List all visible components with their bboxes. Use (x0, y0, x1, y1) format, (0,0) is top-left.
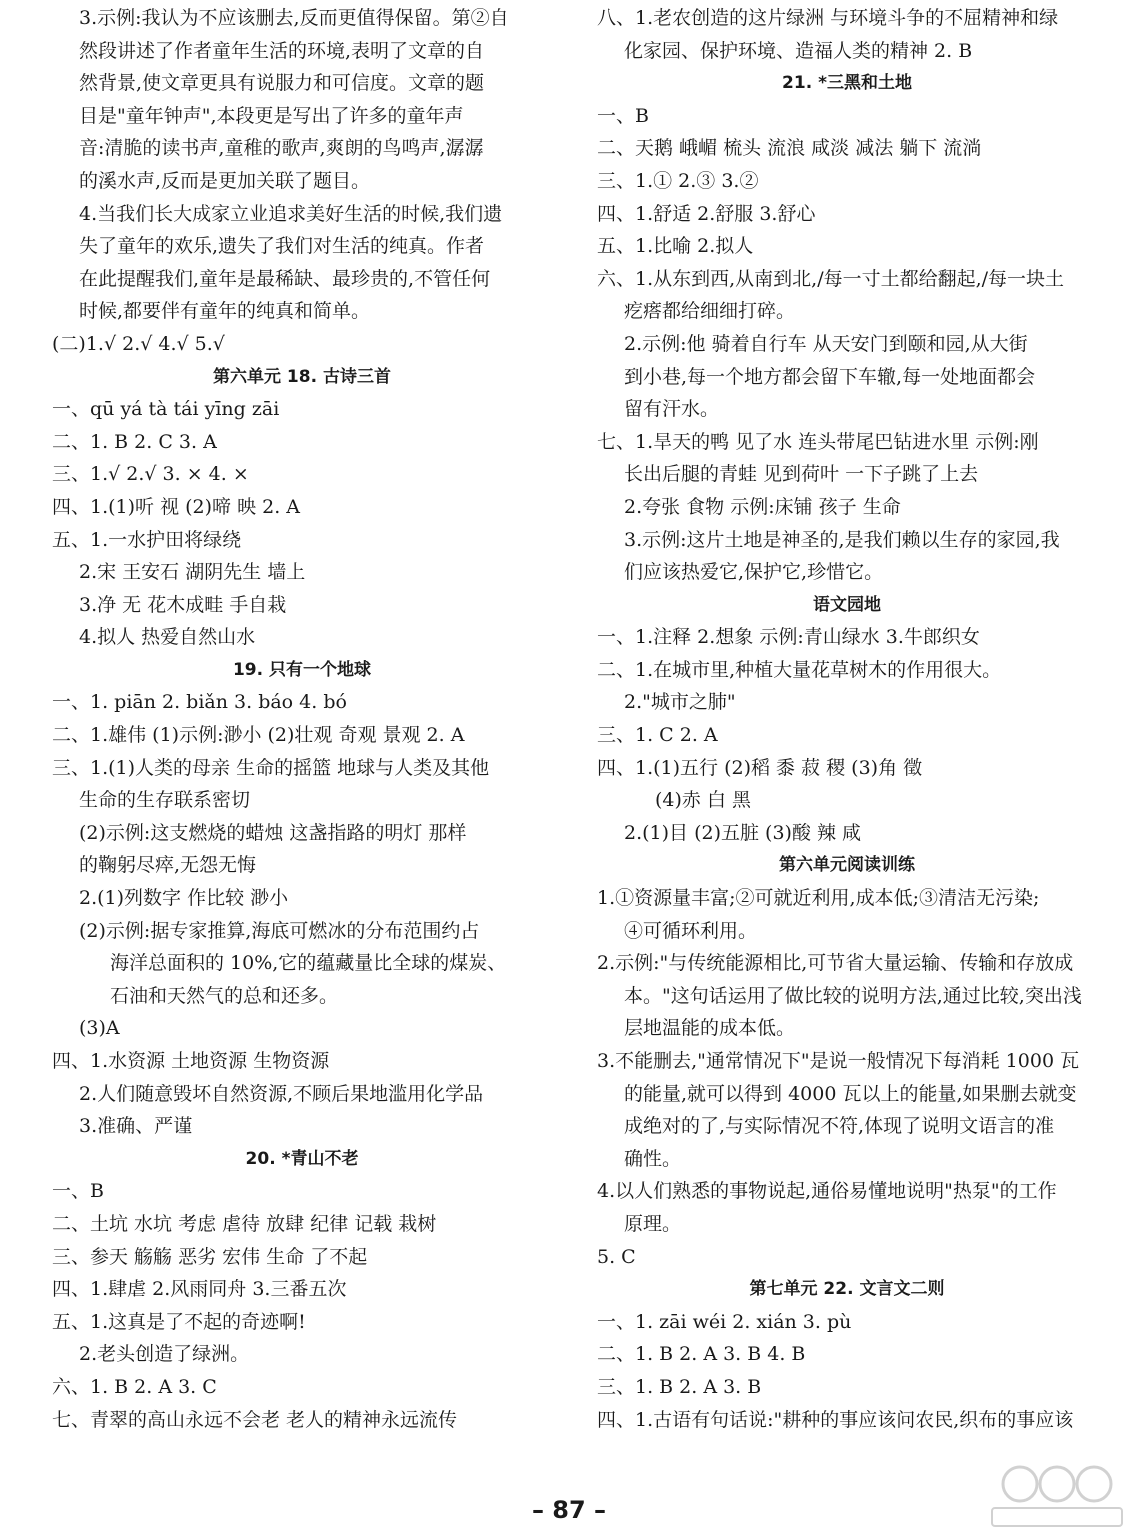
answer-line: 三、1. C 2. A (597, 724, 718, 747)
answer-line: 的溪水声,反而是更加关联了题目。 (79, 169, 371, 192)
answer-line: 四、1.(1)听 视 (2)啼 映 2. A (52, 495, 301, 518)
answer-line: 七、1.旱天的鸭 见了水 连头带尾巴钻进水里 示例:刚 (597, 430, 1039, 453)
section-heading: 20. *青山不老 (245, 1148, 359, 1169)
answer-line: 然段讲述了作者童年生活的环境,表明了文章的自 (79, 39, 485, 62)
answer-line: 2.示例:"与传统能源相比,可节省大量运输、传输和存放成 (597, 952, 1074, 975)
answer-line: 三、1.① 2.③ 3.② (597, 169, 759, 192)
answer-line: 三、1. B 2. A 3. B (597, 1375, 762, 1398)
answer-line: 三、1.(1)人类的母亲 生命的摇篮 地球与人类及其他 (52, 756, 490, 779)
left-answer-column (52, 2, 552, 1436)
page-number: – 87 – (531, 1496, 607, 1524)
answer-line: 生命的生存联系密切 (79, 789, 251, 812)
answer-line: 一、B (597, 104, 649, 127)
answer-line: 一、1. zāi wéi 2. xián 3. pù (597, 1310, 852, 1333)
answer-line: 五、1.比喻 2.拟人 (597, 235, 754, 258)
answer-line: 七、青翠的高山永远不会老 老人的精神永远流传 (52, 1408, 458, 1431)
answer-line: 二、1. B 2. C 3. A (52, 430, 217, 453)
section-heading: 21. *三黑和土地 (782, 73, 912, 94)
answer-line: 八、1.老农创造的这片绿洲 与环境斗争的不屈精神和绿 (597, 7, 1059, 29)
answer-line: 3.不能删去,"通常情况下"是说一般情况下每消耗 1000 瓦 (597, 1050, 1080, 1072)
answer-line: 在此提醒我们,童年是最稀缺、最珍贵的,不管任何 (79, 267, 491, 290)
answer-line: 四、1.肆虐 2.风雨同舟 3.三番五次 (52, 1278, 347, 1301)
answer-line: 四、1.水资源 土地资源 生物资源 (52, 1050, 330, 1072)
answer-line: 确性。 (624, 1147, 682, 1170)
answer-line: 3.净 无 花木成畦 手自栽 (79, 593, 287, 616)
answer-line: 成绝对的了,与实际情况不符,体现了说明文语言的准 (624, 1115, 1055, 1138)
answer-line: 2.示例:他 骑着自行车 从天安门到颐和园,从大街 (624, 332, 1028, 355)
section-heading: 第六单元阅读训练 (779, 855, 915, 876)
answer-line: 三、1.√ 2.√ 3. × 4. × (52, 463, 249, 486)
section-heading: 第六单元 18. 古诗三首 (213, 366, 391, 387)
answer-line: 二、1. B 2. A 3. B 4. B (597, 1343, 806, 1366)
answer-line: 疙瘩都给细细打碎。 (624, 300, 796, 323)
answer-line: 目是"童年钟声",本段更是写出了许多的童年声 (79, 104, 464, 127)
answer-line: 二、天鹅 峨嵋 梳头 流浪 咸淡 减法 躺下 流淌 (597, 137, 982, 160)
answer-line: 二、土坑 水坑 考虑 虐待 放肆 纪律 记载 栽树 (52, 1212, 437, 1235)
answer-line: 1.①资源量丰富;②可就近利用,成本低;③清洁无污染; (597, 887, 1040, 910)
answer-line: (3)A (79, 1017, 120, 1040)
answer-line: 音:清脆的读书声,童稚的歌声,爽朗的鸟鸣声,潺潺 (79, 137, 484, 160)
answer-line: 2.人们随意毁坏自然资源,不顾后果地滥用化学品 (79, 1082, 484, 1105)
answer-line: 六、1. B 2. A 3. C (52, 1375, 217, 1398)
answer-line: 3.示例:这片土地是神圣的,是我们赖以生存的家园,我 (624, 528, 1060, 551)
answer-line: 石油和天然气的总和还多。 (110, 984, 339, 1007)
answer-line: (4)赤 白 黑 (655, 789, 751, 812)
answer-line: 一、1. piān 2. biǎn 3. báo 4. bó (52, 691, 347, 714)
answer-line: 二、1.雄伟 (1)示例:渺小 (2)壮观 奇观 景观 2. A (52, 724, 465, 747)
answer-line: 到小巷,每一个地方都会留下车辙,每一处地面都会 (624, 365, 1036, 388)
answer-line: 然背景,使文章更具有说服力和可信度。文章的题 (79, 72, 485, 95)
answer-line: 四、1.(1)五行 (2)稻 黍 菽 稷 (3)角 徵 (597, 756, 923, 779)
answer-line: (二)1.√ 2.√ 4.√ 5.√ (52, 332, 225, 355)
answer-line: 一、B (52, 1180, 104, 1203)
answer-line: 长出后腿的青蛙 见到荷叶 一下子跳了上去 (624, 463, 979, 486)
answer-line: 2.(1)目 (2)五脏 (3)酸 辣 咸 (624, 821, 862, 844)
answer-line: 2.夸张 食物 示例:床铺 孩子 生命 (624, 495, 901, 518)
answer-line: 四、1.古语有句话说:"耕种的事应该问农民,织布的事应该 (597, 1408, 1074, 1431)
answer-line: (2)示例:这支燃烧的蜡烛 这盏指路的明灯 那样 (79, 821, 467, 844)
answer-line: 时候,都要伴有童年的纯真和简单。 (79, 300, 371, 323)
watermark-logo (982, 1462, 1132, 1532)
answer-line: 2.老头创造了绿洲。 (79, 1343, 250, 1366)
section-heading: 第七单元 22. 文言文二则 (749, 1279, 945, 1300)
answer-line: 4.当我们长大成家立业追求美好生活的时候,我们遗 (79, 202, 503, 225)
answer-line: 三、参天 觞觞 恶劣 宏伟 生命 了不起 (52, 1245, 368, 1268)
answer-line: 们应该热爱它,保护它,珍惜它。 (624, 561, 884, 584)
answer-line: 3.示例:我认为不应该删去,反而更值得保留。第②自 (79, 7, 509, 29)
answer-line: 五、1.一水护田将绿绕 (52, 528, 242, 551)
answer-line: 4.拟人 热爱自然山水 (79, 626, 256, 649)
answer-line: 的能量,就可以得到 4000 瓦以上的能量,如果删去就变 (624, 1082, 1077, 1105)
answer-line: 2."城市之肺" (624, 691, 736, 714)
answer-line: 一、qū yá tà tái yīng zāi (52, 398, 280, 421)
answer-line: (2)示例:据专家推算,海底可燃冰的分布范围约占 (79, 919, 480, 942)
answer-line: 二、1.在城市里,种植大量花草树木的作用很大。 (597, 658, 1002, 681)
answer-line: 五、1.这真是了不起的奇迹啊! (52, 1310, 306, 1333)
answer-line: 四、1.舒适 2.舒服 3.舒心 (597, 202, 816, 225)
answer-line: 4.以人们熟悉的事物说起,通俗易懂地说明"热泵"的工作 (597, 1180, 1057, 1203)
section-heading: 19. 只有一个地球 (232, 659, 372, 680)
answer-line: 2.(1)列数字 作比较 渺小 (79, 887, 289, 910)
answer-line: 化家园、保护环境、造福人类的精神 2. B (624, 39, 973, 62)
answer-line: ④可循环利用。 (624, 919, 758, 942)
section-heading: 语文园地 (813, 594, 881, 615)
answer-line: 的鞠躬尽瘁,无怨无悔 (79, 854, 257, 877)
answer-line: 本。"这句话运用了做比较的说明方法,通过比较,突出浅 (624, 984, 1082, 1007)
right-answer-column (597, 2, 1097, 1436)
answer-line: 六、1.从东到西,从南到北,/每一寸土都给翻起,/每一块土 (597, 267, 1065, 290)
answer-line: 原理。 (624, 1212, 682, 1235)
answer-line: 层地温能的成本低。 (624, 1017, 796, 1040)
answer-line: 2.宋 王安石 湖阴先生 墙上 (79, 561, 306, 584)
answer-line: 5. C (597, 1245, 636, 1268)
answer-line: 一、1.注释 2.想象 示例:青山绿水 3.牛郎织女 (597, 626, 980, 649)
answer-line: 3.准确、严谨 (79, 1115, 193, 1138)
answer-line: 海洋总面积的 10%,它的蕴藏量比全球的煤炭、 (110, 952, 507, 975)
answer-line: 失了童年的欢乐,遗失了我们对生活的纯真。作者 (79, 235, 485, 258)
answer-line: 留有汗水。 (624, 398, 720, 421)
